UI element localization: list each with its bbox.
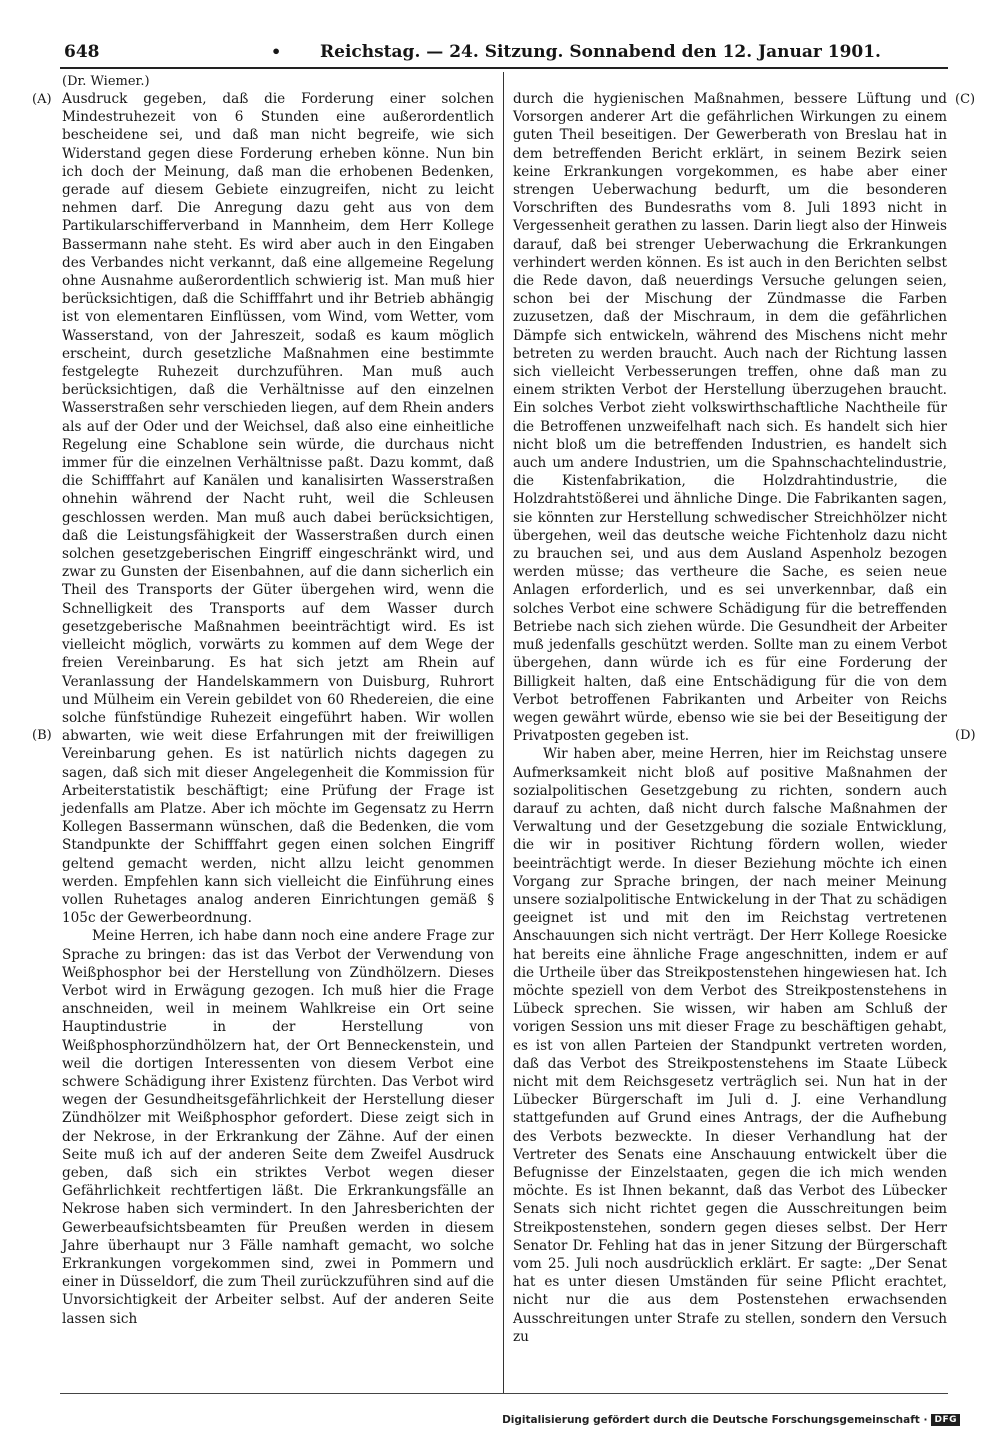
page-header (64, 38, 944, 68)
right-paragraph-2: Wir haben aber, meine Herren, hier im Reichstag unsere Aufmerksamkeit nicht bloß auf positive Maßnahmen der sozialpolitischen Gesetzgebung zu richten, sondern auch darauf zu achten, daß nicht durch falsche Maßnahmen der Verwaltung und der Gesetzgebung die soziale Entwicklung, die wir in positiver Richtung fördern wollen, wieder beeinträchtigt werde. In dieser Beziehung möchte ich einen Vorgang zur Sprache bringen, der nach meiner Meinung unsere sozialpolitische Entwickelung in der That zu schädigen geeignet ist und mit den im Reichstag vertretenen Anschauungen sich nicht verträgt. Der Herr Kollege Roesicke hat bereits eine ähnliche Frage angeschnitten, indem er auf die Urtheile über das Streikpostenstehen hingewiesen hat. Ich möchte speziell von dem Verbot des Streikpostenstehens in Lübeck sprechen. Sie wissen, wir haben am Schluß der vorigen Session uns mit dieser Frage zu beschäftigen gehabt, es ist von allen Parteien der Standpunkt vertreten worden, daß das Verbot des Streikpostenstehens im Staate Lübeck nicht mit dem Reichsgesetz verträglich sei. Nun hat in der Lübecker Bürgerschaft im Juli d. J. eine Verhandlung stattgefunden auf Grund eines Antrags, der die Aufhebung des Verbots bezweckte. In dieser Verhandlung hat der Vertreter des Senats eine Anschauung entwickelt über die Befugnisse der Einzelstaaten, gegen die ich mich wenden möchte. Es ist Ihnen bekannt, daß das Verbot des Lübecker Senats sich nicht richtet gegen die Ausschreitungen beim Streikpostenstehen, sondern gegen dieses selbst. Der Herr Senator Dr. Fehling hat das in jener Sitzung der Bürgerschaft vom 25. Juli noch ausdrücklich erklärt. Er sagte: „Der Senat hat es unter diesen Umständen für seine Pflicht erachtet, nicht nur die aus dem Postenstehen erwachsenden Ausschreitungen unter Strafe zu stellen, sondern den Versuch zu (513, 746, 947, 1345)
page-number: 648 (64, 42, 100, 62)
left-column (62, 90, 494, 1328)
credit-text: Digitalisierung gefördert durch die Deutsche Forschungsgemeinschaft · (502, 1414, 928, 1426)
footer-rule (60, 1393, 948, 1394)
left-paragraph-1: Ausdruck gegeben, daß die Forderung einer solchen Mindestruhezeit von 6 Stunden eine außerordentlich bescheidene sei, und daß man nicht begreife, wie sich Widerstand gegen diese Forderung erheben könne. Nun bin ich doch der Meinung, daß man die erhobenen Bedenken, gerade auf diesem Gebiete einzugreifen, nicht zu leicht nehmen darf. Die Anregung dazu geht aus von dem Partikularschifferverband in Mannheim, dem Herr Kollege Bassermann nahe steht. Es wird aber auch in den Eingaben des Verbandes nicht verkannt, daß eine allgemeine Regelung ohne Ausnahme außerordentlich schwierig ist. Man muß hier berücksichtigen, daß die Schifffahrt und ihr Betrieb abhängig ist von elementaren Einflüssen, vom Wind, vom Wetter, vom Wasserstand, von der Jahreszeit, sodaß es kaum möglich erscheint, durch gesetzliche Maßnahmen eine bestimmte festgelegte Ruhezeit durchzuführen. Man muß auch berücksichtigen, daß die Verhältnisse auf den einzelnen Wasserstraßen sehr verschieden liegen, auf dem Rhein anders als auf der Oder und der Weichsel, daß also eine einheitliche Regelung eine Schablone sein würde, die durchaus nicht immer für die einzelnen Verhältnisse paßt. Dazu kommt, daß die Schifffahrt auf Kanälen und kanalisirten Wasserstraßen ohnehin während der Nacht ruht, weil die Schleusen geschlossen werden. Man muß auch dabei berücksichtigen, daß die Leistungsfähigkeit der Wasserstraßen durch einen solchen gesetzgeberischen Eingriff eingeschränkt wird, und zwar zu Gunsten der Eisenbahnen, auf die dann sicherlich ein Theil des Transports der Güter übergehen wird, wenn die Schnelligkeit des Transports auf dem Wasser durch gesetzgeberische Maßnahmen beeinträchtigt wird. Es ist vielleicht möglich, vorwärts zu kommen auf dem Wege der freien Vereinbarung. Es hat sich jetzt am Rhein auf Veranlassung der Handelskammern von Duisburg, Ruhrort und Mülheim ein Verein gebildet von 60 Rhedereien, die eine solche fünfstündige Ruhezeit eingeführt haben. Wir wollen abwarten, wie weit diese Erfahrungen mit der freiwilligen Vereinbarung gehen. Es ist natürlich nichts dagegen zu sagen, daß sich mit dieser Angelegenheit die Kommission für Arbeiterstatistik beschäftigt; eine Prüfung der Frage ist jedenfalls am Platze. Aber ich möchte im Gegensatz zu Herrn Kollegen Bassermann wünschen, daß die Bedenken, die vom Standpunkte der Schifffahrt gegen einen solchen Eingriff geltend gemacht werden, nicht allzu leicht genommen werden. Empfehlen kann sich vielleicht die Einführung eines vollen Ruhetages analog anderen Einrichtungen gemäß § 105c der Gewerbeordnung. (62, 91, 494, 927)
left-paragraph-2: Meine Herren, ich habe dann noch eine andere Frage zur Sprache zu bringen: das ist das Verbot der Verwendung von Weißphosphor bei der Herstellung von Zündhölzern. Dieses Verbot wird in Erwägung gezogen. Ich muß hier die Frage anschneiden, weil in meinem Wahlkreise ein Ort seine Hauptindustrie in der Herstellung von Weißphosphorzündhölzern hat, der Ort Benneckenstein, und weil die dortigen Interessenten von diesem Verbot eine schwere Schädigung ihrer Existenz fürchten. Das Verbot wird wegen der Gesundheitsgefährlichkeit der Herstellung dieser Zündhölzer mit Weißphosphor gefordert. Diese zeigt sich in der Nekrose, in der Erkrankung der Zähne. Auf der einen Seite muß ich auf der anderen Seite dem Zweifel Ausdruck geben, daß sich ein striktes Verbot wegen dieser Gefährlichkeit rechtfertigen läßt. Die Erkrankungsfälle an Nekrose haben sich vermindert. In den Jahresberichten der Gewerbeaufsichtsbeamten für Preußen werden in diesem Jahre überhaupt nur 3 Fälle namhaft gemacht, wo solche Erkrankungen vorgekommen sind, zwei in Pommern und einer in Düsseldorf, die zum Theil zurückzuführen sind auf die Unvorsichtigkeit der Arbeiter selbst. Auf der anderen Seite lassen sich (62, 928, 494, 1327)
header-rule (60, 67, 948, 69)
digitization-credit (502, 1412, 960, 1428)
column-divider (503, 72, 504, 1393)
speaker-name: (Dr. Wiemer.) (62, 74, 150, 89)
dfg-logo: DFG (931, 1414, 960, 1426)
right-column (513, 90, 947, 1346)
header-dot: • (271, 42, 282, 61)
margin-mark-a: (A) (32, 92, 52, 107)
margin-mark-c: (C) (955, 92, 976, 107)
right-paragraph-1: durch die hygienischen Maßnahmen, bessere Lüftung und Vorsorgen anderer Art die gefährlichen Wirkungen zu einem guten Theil beseitigen. Der Gewerberath von Breslau hat in dem betreffenden Bericht erklärt, in seinem Bezirk seien keine Erkrankungen vorgekommen, es habe aber einer strengen Ueberwachung bedurft, um die besonderen Vorschriften des Bundesraths vom 8. Juli 1893 nicht in Vergessenheit gerathen zu lassen. Darin liegt also der Hinweis darauf, daß bei strenger Ueberwachung die Erkrankungen verhindert werden können. Es ist auch in den Berichten selbst die Rede davon, daß neuerdings Versuche gelungen seien, schon bei der Mischung der Zündmasse die Farben zuzusetzen, daß der Mischraum, in dem die gefährlichen Dämpfe sich entwickeln, während des Mischens nicht mehr betreten zu werden braucht. Auch nach der Richtung lassen sich vielleicht Verbesserungen treffen, ohne daß man zu einem strikten Verbot der Herstellung überzugehen braucht. Ein solches Verbot zieht volkswirthschaftliche Nachtheile für die Betroffenen unzweifelhaft nach sich. Es handelt sich hier nicht bloß um die betreffenden Industrien, es handelt sich auch um andere Industrien, um die Spahnschachtelindustrie, die Kistenfabrikation, die Holzdrahtindustrie, die Holzdrahtstößerei und ähnliche Dinge. Die Fabrikanten sagen, sie könnten zur Herstellung schwedischer Streichhölzer nicht übergehen, weil das deutsche weiche Fichtenholz dazu nicht zu brauchen sei, und aus dem Ausland Aspenholz bezogen werden müsse; das vertheure die Sache, es seien neue Anlagen erforderlich, und es sei unverkennbar, daß ein solches Verbot eine schwere Schädigung für die betreffenden Betriebe nach sich ziehen würde. Die Gesundheit der Arbeiter muß jedenfalls geschützt werden. Sollte man zu einem Verbot übergehen, dann würde ich es für eine Forderung der Billigkeit halten, daß eine Entschädigung für die von dem Verbot betroffenen Fabrikanten und Arbeiter von Reichs wegen gewährt würde, ebenso wie sie bei der Beseitigung der Privatposten gegeben ist. (513, 91, 947, 745)
running-title: Reichstag. — 24. Sitzung. Sonnabend den 12. Januar 1901. (320, 42, 881, 62)
margin-mark-d: (D) (955, 728, 976, 743)
margin-mark-b: (B) (32, 728, 52, 743)
